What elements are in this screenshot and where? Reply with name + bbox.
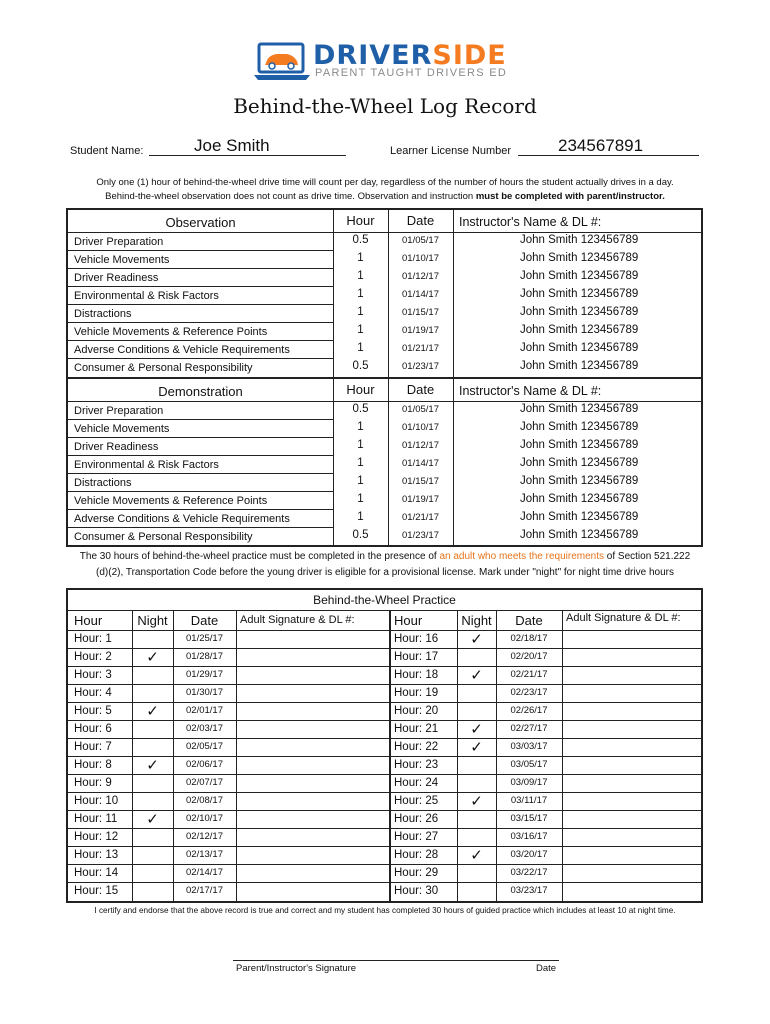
practice-hour-right: Hour: 22 bbox=[394, 741, 439, 753]
practice-hour-right: Hour: 30 bbox=[394, 885, 439, 897]
practice-signature-left[interactable] bbox=[237, 810, 388, 828]
practice-hour-right: Hour: 24 bbox=[394, 777, 439, 789]
observation-row-divider bbox=[68, 322, 333, 323]
practice-signature-left[interactable] bbox=[237, 630, 388, 648]
practice-date-right[interactable]: 03/15/17 bbox=[510, 813, 548, 824]
driverside-logo bbox=[253, 40, 523, 85]
demonstration-row-instructor[interactable]: John Smith 123456789 bbox=[520, 511, 639, 523]
practice-note-text-a: The 30 hours of behind-the-wheel practice must be completed in the presence of bbox=[79, 551, 440, 562]
observation-row-date[interactable]: 01/12/17 bbox=[402, 271, 439, 282]
observation-row-instructor[interactable]: John Smith 123456789 bbox=[520, 360, 639, 372]
practice-hour-right: Hour: 29 bbox=[394, 867, 439, 879]
practice-hour-left: Hour: 7 bbox=[74, 741, 112, 753]
practice-header-date-right: Date bbox=[515, 613, 543, 628]
observation-header-divider bbox=[68, 232, 701, 233]
observation-row-instructor[interactable]: John Smith 123456789 bbox=[520, 324, 639, 336]
observation-row-category: Driver Readiness bbox=[74, 272, 159, 284]
practice-signature-left[interactable] bbox=[237, 756, 388, 774]
observation-row-instructor[interactable]: John Smith 123456789 bbox=[520, 252, 639, 264]
practice-date-right[interactable]: 03/03/17 bbox=[510, 741, 548, 752]
demonstration-row-date[interactable]: 01/05/17 bbox=[402, 404, 439, 415]
demonstration-row-divider bbox=[68, 527, 333, 528]
observation-demonstration-table bbox=[66, 208, 703, 547]
observation-row-hour[interactable]: 1 bbox=[357, 288, 364, 300]
practice-signature-right[interactable] bbox=[563, 810, 701, 828]
practice-signature-left[interactable] bbox=[237, 882, 388, 900]
demonstration-row-hour[interactable]: 1 bbox=[357, 493, 364, 505]
practice-signature-left[interactable] bbox=[237, 846, 388, 864]
observation-row-divider bbox=[68, 286, 333, 287]
observation-row-category: Adverse Conditions & Vehicle Requirements bbox=[74, 344, 290, 356]
practice-note-text-c: of Section 521.222 bbox=[604, 551, 691, 562]
practice-note-line-1 bbox=[0, 549, 770, 564]
observation-row-instructor[interactable]: John Smith 123456789 bbox=[520, 306, 639, 318]
practice-title: Behind-the-Wheel Practice bbox=[313, 593, 456, 607]
practice-hour-left: Hour: 2 bbox=[74, 651, 112, 663]
observation-row-date[interactable]: 01/10/17 bbox=[402, 253, 439, 264]
demonstration-row-hour[interactable]: 0.5 bbox=[352, 529, 369, 541]
demonstration-row-date[interactable]: 01/15/17 bbox=[402, 476, 439, 487]
demonstration-row-instructor[interactable]: John Smith 123456789 bbox=[520, 529, 639, 541]
practice-date-right[interactable]: 02/21/17 bbox=[510, 669, 548, 680]
observation-row-divider bbox=[68, 268, 333, 269]
practice-header-signature-right: Adult Signature & DL #: bbox=[566, 612, 681, 624]
demonstration-row-hour[interactable]: 1 bbox=[357, 421, 364, 433]
demonstration-row-category: Driver Preparation bbox=[74, 405, 164, 417]
demonstration-header-category: Demonstration bbox=[158, 384, 243, 399]
practice-table bbox=[66, 588, 703, 903]
observation-row-date[interactable]: 01/21/17 bbox=[402, 343, 439, 354]
practice-date-right[interactable]: 03/23/17 bbox=[510, 885, 548, 896]
signature-line[interactable] bbox=[233, 960, 559, 961]
practice-header-night-left: Night bbox=[137, 613, 168, 628]
practice-hour-right: Hour: 21 bbox=[394, 723, 439, 735]
observation-header-instructor: Instructor's Name & DL #: bbox=[459, 215, 602, 229]
observation-row-instructor[interactable]: John Smith 123456789 bbox=[520, 270, 639, 282]
practice-hour-right: Hour: 16 bbox=[394, 633, 439, 645]
certify-statement: I certify and endorse that the above record is true and correct and my student has completed 30 hours of guided practice which includes at least 10 at night time. bbox=[94, 906, 676, 915]
practice-hour-left: Hour: 1 bbox=[74, 633, 112, 645]
practice-signature-left[interactable] bbox=[237, 792, 388, 810]
practice-note-highlight: an adult who meets the requirements bbox=[439, 551, 604, 562]
practice-date-left[interactable]: 02/06/17 bbox=[186, 759, 223, 770]
practice-header-hour-right: Hour bbox=[394, 613, 423, 628]
practice-signature-right[interactable] bbox=[563, 720, 701, 738]
practice-hour-left: Hour: 12 bbox=[74, 831, 119, 843]
demonstration-header-date: Date bbox=[406, 382, 435, 397]
demonstration-row-category: Consumer & Personal Responsibility bbox=[74, 531, 253, 543]
practice-signature-right[interactable] bbox=[563, 756, 701, 774]
demonstration-row-category: Driver Readiness bbox=[74, 441, 159, 453]
intro-line-2-text: Behind-the-wheel observation does not count as drive time. Observation and instruction bbox=[105, 191, 476, 202]
observation-header-date: Date bbox=[406, 213, 435, 228]
observation-row-category: Consumer & Personal Responsibility bbox=[74, 362, 253, 374]
practice-hour-left: Hour: 5 bbox=[74, 705, 112, 717]
license-label: Learner License Number bbox=[390, 145, 512, 157]
student-name-label: Student Name: bbox=[70, 145, 144, 157]
practice-date-right[interactable]: 02/18/17 bbox=[510, 633, 548, 644]
demonstration-row-divider bbox=[68, 437, 333, 438]
practice-date-right[interactable]: 03/05/17 bbox=[510, 759, 548, 770]
practice-note-line-2: (d)(2), Transportation Code before the young driver is eligible for a provisional license. Mark under "night" for night time drive hours bbox=[96, 567, 674, 578]
practice-signature-right[interactable] bbox=[563, 882, 701, 900]
practice-hour-left: Hour: 6 bbox=[74, 723, 112, 735]
observation-row-instructor[interactable]: John Smith 123456789 bbox=[520, 342, 639, 354]
observation-row-date[interactable]: 01/05/17 bbox=[402, 235, 439, 246]
night-check-icon[interactable]: ✓ bbox=[470, 739, 483, 756]
demonstration-header-divider bbox=[68, 401, 701, 402]
demonstration-row-hour[interactable]: 0.5 bbox=[352, 403, 369, 415]
demonstration-row-category: Adverse Conditions & Vehicle Requirements bbox=[74, 513, 290, 525]
practice-date-right[interactable]: 02/23/17 bbox=[510, 687, 548, 698]
practice-date-left[interactable]: 02/01/17 bbox=[186, 705, 223, 716]
demonstration-row-category: Environmental & Risk Factors bbox=[74, 459, 219, 471]
practice-hour-left: Hour: 3 bbox=[74, 669, 112, 681]
practice-date-left[interactable]: 02/07/17 bbox=[186, 777, 223, 788]
practice-header-signature-left: Adult Signature & DL #: bbox=[240, 614, 355, 626]
demonstration-row-date[interactable]: 01/19/17 bbox=[402, 494, 439, 505]
demonstration-row-category: Distractions bbox=[74, 477, 132, 489]
demonstration-row-hour[interactable]: 1 bbox=[357, 475, 364, 487]
observation-row-date[interactable]: 01/15/17 bbox=[402, 307, 439, 318]
practice-signature-right[interactable] bbox=[563, 666, 701, 684]
observation-row-instructor[interactable]: John Smith 123456789 bbox=[520, 234, 639, 246]
practice-date-right[interactable]: 02/26/17 bbox=[510, 705, 548, 716]
practice-date-right[interactable]: 03/16/17 bbox=[510, 831, 548, 842]
intro-line-2-bold: must be completed with parent/instructor. bbox=[475, 191, 665, 202]
night-check-icon[interactable]: ✓ bbox=[146, 757, 159, 774]
demonstration-row-instructor[interactable]: John Smith 123456789 bbox=[520, 421, 639, 433]
night-check-icon[interactable]: ✓ bbox=[146, 703, 159, 720]
observation-row-category: Vehicle Movements & Reference Points bbox=[74, 326, 268, 338]
practice-signature-left[interactable] bbox=[237, 774, 388, 792]
practice-hour-left: Hour: 10 bbox=[74, 795, 119, 807]
practice-date-left[interactable]: 02/10/17 bbox=[186, 813, 223, 824]
practice-hour-right: Hour: 19 bbox=[394, 687, 439, 699]
demonstration-row-divider bbox=[68, 419, 333, 420]
demonstration-row-date[interactable]: 01/14/17 bbox=[402, 458, 439, 469]
practice-signature-right[interactable] bbox=[563, 846, 701, 864]
observation-row-divider bbox=[68, 250, 333, 251]
practice-header-hour-left: Hour bbox=[74, 613, 103, 628]
observation-row-date[interactable]: 01/14/17 bbox=[402, 289, 439, 300]
demonstration-row-category: Vehicle Movements bbox=[74, 423, 170, 435]
practice-date-right[interactable]: 02/27/17 bbox=[510, 723, 548, 734]
practice-date-right[interactable]: 03/20/17 bbox=[510, 849, 548, 860]
practice-hour-left: Hour: 4 bbox=[74, 687, 112, 699]
practice-date-left[interactable]: 02/03/17 bbox=[186, 723, 223, 734]
observation-row-date[interactable]: 01/23/17 bbox=[402, 361, 439, 372]
observation-header-category: Observation bbox=[165, 215, 236, 230]
observation-row-hour[interactable]: 0.5 bbox=[352, 234, 369, 246]
practice-date-right[interactable]: 02/20/17 bbox=[510, 651, 548, 662]
practice-signature-right[interactable] bbox=[563, 648, 701, 666]
observation-row-hour[interactable]: 1 bbox=[357, 324, 364, 336]
license-line[interactable] bbox=[518, 138, 699, 156]
practice-hour-left: Hour: 9 bbox=[74, 777, 112, 789]
practice-signature-left[interactable] bbox=[237, 666, 388, 684]
laptop-car-icon bbox=[253, 42, 311, 82]
practice-signature-left[interactable] bbox=[237, 738, 388, 756]
demonstration-row-hour[interactable]: 1 bbox=[357, 439, 364, 451]
practice-date-left[interactable]: 02/14/17 bbox=[186, 867, 223, 878]
night-check-icon[interactable]: ✓ bbox=[470, 631, 483, 648]
demonstration-row-instructor[interactable]: John Smith 123456789 bbox=[520, 493, 639, 505]
practice-signature-right[interactable] bbox=[563, 774, 701, 792]
practice-signature-right[interactable] bbox=[563, 630, 701, 648]
observation-row-category: Distractions bbox=[74, 308, 132, 320]
practice-hour-right: Hour: 18 bbox=[394, 669, 439, 681]
observation-row-divider bbox=[68, 304, 333, 305]
observation-header-hour: Hour bbox=[346, 213, 375, 228]
demonstration-row-date[interactable]: 01/23/17 bbox=[402, 530, 439, 541]
practice-signature-left[interactable] bbox=[237, 648, 388, 666]
observation-row-divider bbox=[68, 340, 333, 341]
night-check-icon[interactable]: ✓ bbox=[470, 721, 483, 738]
observation-row-hour[interactable]: 1 bbox=[357, 306, 364, 318]
practice-date-left[interactable]: 02/13/17 bbox=[186, 849, 223, 860]
demonstration-row-date[interactable]: 01/10/17 bbox=[402, 422, 439, 433]
practice-date-left[interactable]: 02/12/17 bbox=[186, 831, 223, 842]
practice-hour-right: Hour: 28 bbox=[394, 849, 439, 861]
demonstration-row-instructor[interactable]: John Smith 123456789 bbox=[520, 439, 639, 451]
night-check-icon[interactable]: ✓ bbox=[470, 793, 483, 810]
practice-date-left[interactable]: 01/29/17 bbox=[186, 669, 223, 680]
intro-line-2 bbox=[0, 189, 770, 204]
practice-date-right[interactable]: 03/11/17 bbox=[510, 795, 548, 806]
demonstration-row-date[interactable]: 01/12/17 bbox=[402, 440, 439, 451]
practice-date-right[interactable]: 03/22/17 bbox=[510, 867, 548, 878]
student-name-value: Joe Smith bbox=[194, 136, 270, 155]
observation-row-hour[interactable]: 0.5 bbox=[352, 360, 369, 372]
practice-signature-right[interactable] bbox=[563, 828, 701, 846]
signature-date-label: Date bbox=[536, 963, 557, 974]
practice-date-left[interactable]: 02/08/17 bbox=[186, 795, 223, 806]
practice-hour-right: Hour: 25 bbox=[394, 795, 439, 807]
demonstration-row-divider bbox=[68, 473, 333, 474]
practice-signature-right[interactable] bbox=[563, 702, 701, 720]
demonstration-header-instructor: Instructor's Name & DL #: bbox=[459, 384, 602, 398]
practice-signature-left[interactable] bbox=[237, 702, 388, 720]
observation-row-category: Environmental & Risk Factors bbox=[74, 290, 219, 302]
demonstration-row-divider bbox=[68, 455, 333, 456]
observation-row-hour[interactable]: 1 bbox=[357, 252, 364, 264]
practice-hour-left: Hour: 8 bbox=[74, 759, 112, 771]
demonstration-row-category: Vehicle Movements & Reference Points bbox=[74, 495, 268, 507]
demonstration-row-hour[interactable]: 1 bbox=[357, 511, 364, 523]
observation-row-divider bbox=[68, 358, 333, 359]
observation-row-instructor[interactable]: John Smith 123456789 bbox=[520, 288, 639, 300]
practice-hour-right: Hour: 23 bbox=[394, 759, 439, 771]
night-check-icon[interactable]: ✓ bbox=[146, 649, 159, 666]
practice-signature-right[interactable] bbox=[563, 864, 701, 882]
practice-date-left[interactable]: 02/17/17 bbox=[186, 885, 223, 896]
practice-hour-left: Hour: 14 bbox=[74, 867, 119, 879]
observation-row-category: Vehicle Movements bbox=[74, 254, 170, 266]
license-value: 234567891 bbox=[558, 136, 644, 155]
practice-hour-right: Hour: 27 bbox=[394, 831, 439, 843]
page-title: Behind-the-Wheel Log Record bbox=[233, 94, 537, 118]
student-name-line[interactable] bbox=[149, 138, 346, 156]
night-check-icon[interactable]: ✓ bbox=[470, 667, 483, 684]
demonstration-row-instructor[interactable]: John Smith 123456789 bbox=[520, 403, 639, 415]
intro-line-1: Only one (1) hour of behind-the-wheel drive time will count per day, regardless of the number of hours the student actually drives in a day. bbox=[96, 177, 674, 188]
night-check-icon[interactable]: ✓ bbox=[470, 847, 483, 864]
night-check-icon[interactable]: ✓ bbox=[146, 811, 159, 828]
logo-brand-left: DRIVER bbox=[313, 40, 433, 71]
practice-signature-left[interactable] bbox=[237, 720, 388, 738]
practice-header-night-right: Night bbox=[461, 613, 492, 628]
demonstration-row-instructor[interactable]: John Smith 123456789 bbox=[520, 457, 639, 469]
practice-hour-right: Hour: 20 bbox=[394, 705, 439, 717]
observation-row-hour[interactable]: 1 bbox=[357, 342, 364, 354]
practice-date-left[interactable]: 01/28/17 bbox=[186, 651, 223, 662]
practice-hour-right: Hour: 26 bbox=[394, 813, 439, 825]
practice-signature-left[interactable] bbox=[237, 684, 388, 702]
practice-header-date-left: Date bbox=[190, 613, 219, 628]
demonstration-row-hour[interactable]: 1 bbox=[357, 457, 364, 469]
demonstration-row-date[interactable]: 01/21/17 bbox=[402, 512, 439, 523]
practice-date-right[interactable]: 03/09/17 bbox=[510, 777, 548, 788]
practice-hour-left: Hour: 13 bbox=[74, 849, 119, 861]
signature-label: Parent/Instructor's Signature bbox=[236, 963, 357, 974]
practice-signature-right[interactable] bbox=[563, 684, 701, 702]
logo-tagline: PARENT TAUGHT DRIVERS ED bbox=[315, 67, 508, 79]
demonstration-row-divider bbox=[68, 509, 333, 510]
observation-row-date[interactable]: 01/19/17 bbox=[402, 325, 439, 336]
practice-signature-left[interactable] bbox=[237, 828, 388, 846]
practice-date-left[interactable]: 02/05/17 bbox=[186, 741, 223, 752]
practice-signature-right[interactable] bbox=[563, 792, 701, 810]
demonstration-header-hour: Hour bbox=[346, 382, 375, 397]
practice-signature-right[interactable] bbox=[563, 738, 701, 756]
practice-date-left[interactable]: 01/25/17 bbox=[186, 633, 223, 644]
practice-signature-left[interactable] bbox=[237, 864, 388, 882]
logo-brand-right: SIDE bbox=[432, 40, 507, 71]
demonstration-row-instructor[interactable]: John Smith 123456789 bbox=[520, 475, 639, 487]
practice-date-left[interactable]: 01/30/17 bbox=[186, 687, 223, 698]
practice-hour-left: Hour: 11 bbox=[74, 813, 118, 825]
demonstration-row-divider bbox=[68, 491, 333, 492]
practice-hour-left: Hour: 15 bbox=[74, 885, 119, 897]
observation-row-category: Driver Preparation bbox=[74, 236, 164, 248]
practice-hour-right: Hour: 17 bbox=[394, 651, 439, 663]
observation-row-hour[interactable]: 1 bbox=[357, 270, 364, 282]
